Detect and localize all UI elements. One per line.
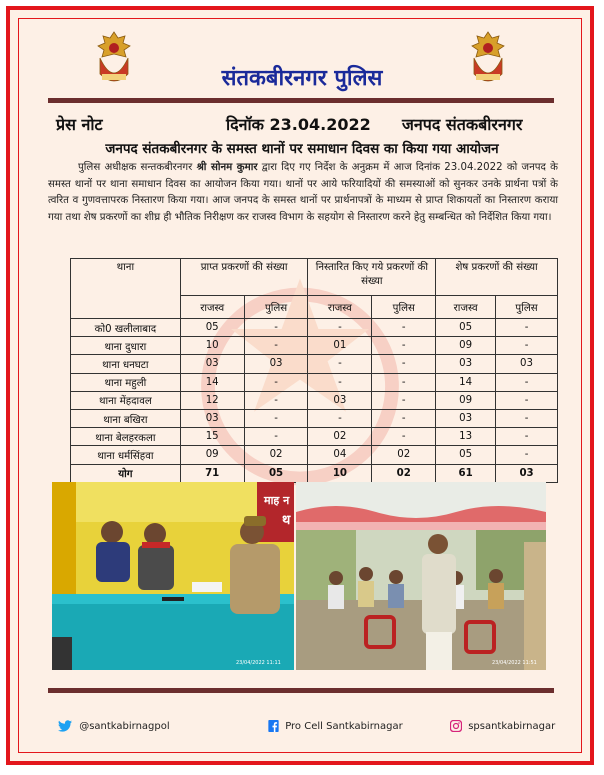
value-cell: - [496, 391, 558, 409]
value-cell: 05 [436, 446, 496, 464]
photo-left-banner-text: माह न [264, 494, 290, 507]
footer-instagram[interactable] [450, 720, 555, 732]
press-date: दिनॉक 23.04.2022 [226, 115, 371, 134]
value-cell: - [308, 373, 372, 391]
value-cell: 12 [180, 391, 244, 409]
total-label: योग [71, 464, 181, 482]
value-cell: - [496, 373, 558, 391]
photo-left-timestamp: 23/04/2022 11:11 [236, 660, 281, 666]
value-cell: 09 [436, 391, 496, 409]
table-row [71, 446, 558, 464]
press-district: जनपद संतकबीरनगर [402, 115, 523, 134]
cases-table [70, 258, 558, 483]
value-cell: - [244, 373, 308, 391]
value-cell: - [244, 319, 308, 337]
station-cell: थाना बेलहरकला [71, 428, 181, 446]
instagram-icon [450, 720, 462, 732]
facebook-icon [268, 720, 279, 732]
table-row [71, 319, 558, 337]
value-cell: 15 [180, 428, 244, 446]
twitter-handle: @santkabirnagpol [79, 721, 170, 732]
value-cell: 01 [308, 337, 372, 355]
station-cell: थाना मेंहदावल [71, 391, 181, 409]
value-cell: - [244, 391, 308, 409]
value-cell: - [496, 337, 558, 355]
value-cell: - [372, 355, 436, 373]
col-station-header: थाना [71, 259, 181, 319]
value-cell: 02 [308, 428, 372, 446]
table-row [71, 428, 558, 446]
sub-revenue-2: राजस्व [308, 296, 372, 319]
table-row [71, 337, 558, 355]
value-cell: - [496, 428, 558, 446]
footer-twitter[interactable] [58, 720, 170, 732]
table-row [71, 373, 558, 391]
value-cell: 04 [308, 446, 372, 464]
value-cell: - [372, 319, 436, 337]
value-cell: 03 [496, 355, 558, 373]
value-cell: 03 [244, 355, 308, 373]
table-total-row [71, 464, 558, 482]
paragraph-body: द्वारा दिए गए निर्देश के अनुक्रम में आज दिनांक 23.04.2022 को जनपद के समस्त थानों पर थाना समाधान दिवस का आयोजन किया गया। थानों पर आये फरियादियों की समस्याओं को सुनकर उनके प्रार्थना पत्रों के त्वरित व गुणवत्तापरक निस्तारण किया गया। आज जनपद के समस्त थानों पर प्रार्थनापत्रों के माध्यम से प्राप्त शिकायतों का निस्तारण कराया गया तथा शेष प्रकरणों का शीघ्र ही भौतिक निरीक्षण कर राजस्व विभाग के सहयोग से निस्तारण करने हेतु सम्बन्धित को निर्देशित किया गया। [48, 162, 558, 223]
value-cell: - [496, 446, 558, 464]
body-paragraph [48, 160, 558, 226]
station-cell: थाना बखिरा [71, 409, 181, 427]
officer-name: श्री सोनम कुमार [196, 162, 258, 173]
total-cell: 61 [436, 464, 496, 482]
col-resolved-header: निस्तारित किए गये प्रकरणों की संख्या [308, 259, 436, 296]
header-divider [48, 98, 554, 103]
value-cell: - [308, 319, 372, 337]
value-cell: 03 [436, 355, 496, 373]
photo-right-timestamp: 23/04/2022 11:51 [492, 660, 537, 666]
value-cell: - [244, 409, 308, 427]
value-cell: 10 [180, 337, 244, 355]
col-pending-header: शेष प्रकरणों की संख्या [436, 259, 558, 296]
table-row [71, 391, 558, 409]
table-row [71, 355, 558, 373]
value-cell: 14 [180, 373, 244, 391]
page-title: संतकबीरनगर पुलिस [221, 66, 383, 91]
value-cell: 09 [436, 337, 496, 355]
sub-revenue-1: राजस्व [180, 296, 244, 319]
value-cell: 13 [436, 428, 496, 446]
total-cell: 05 [244, 464, 308, 482]
photo-left-banner-small: थ [282, 513, 291, 528]
press-note-label: प्रेस नोट [56, 115, 103, 134]
value-cell: 02 [372, 446, 436, 464]
value-cell: - [308, 355, 372, 373]
value-cell: - [244, 428, 308, 446]
value-cell: - [308, 409, 372, 427]
value-cell: - [244, 337, 308, 355]
col-received-header: प्राप्त प्रकरणों की संख्या [180, 259, 308, 296]
value-cell: - [372, 337, 436, 355]
station-cell: थाना धनघटा [71, 355, 181, 373]
table-row [71, 409, 558, 427]
value-cell: 05 [180, 319, 244, 337]
station-cell: थाना दुधारा [71, 337, 181, 355]
station-cell: थाना धर्मसिंहवा [71, 446, 181, 464]
value-cell: - [372, 373, 436, 391]
photo-meeting-left [52, 482, 294, 670]
value-cell: 09 [180, 446, 244, 464]
facebook-page: Pro Cell Santkabirnagar [285, 721, 403, 732]
value-cell: - [372, 409, 436, 427]
twitter-icon [58, 720, 72, 732]
total-cell: 10 [308, 464, 372, 482]
value-cell: 03 [308, 391, 372, 409]
value-cell: - [372, 391, 436, 409]
photo-left-scene [52, 482, 294, 670]
total-cell: 03 [496, 464, 558, 482]
paragraph-intro: पुलिस अधीक्षक सन्तकबीरनगर [78, 162, 197, 173]
value-cell: 03 [180, 409, 244, 427]
value-cell: - [372, 428, 436, 446]
instagram-handle: spsantkabirnagar [468, 721, 556, 732]
total-cell: 02 [372, 464, 436, 482]
total-cell: 71 [180, 464, 244, 482]
value-cell: - [496, 319, 558, 337]
photo-right-scene [296, 482, 546, 670]
sub-revenue-3: राजस्व [436, 296, 496, 319]
footer-facebook[interactable] [268, 720, 403, 732]
station-cell: थाना महुली [71, 373, 181, 391]
station-cell: को0 खलीलाबाद [71, 319, 181, 337]
photo-meeting-right [296, 482, 546, 670]
value-cell: 03 [436, 409, 496, 427]
headline: जनपद संतकबीरनगर के समस्त थानों पर समाधान दिवस का किया गया आयोजन [105, 141, 499, 157]
value-cell: 02 [244, 446, 308, 464]
sub-police-1: पुलिस [244, 296, 308, 319]
sub-police-3: पुलिस [496, 296, 558, 319]
value-cell: - [496, 409, 558, 427]
value-cell: 03 [180, 355, 244, 373]
value-cell: 05 [436, 319, 496, 337]
footer-divider [48, 688, 554, 693]
value-cell: 14 [436, 373, 496, 391]
sub-police-2: पुलिस [372, 296, 436, 319]
